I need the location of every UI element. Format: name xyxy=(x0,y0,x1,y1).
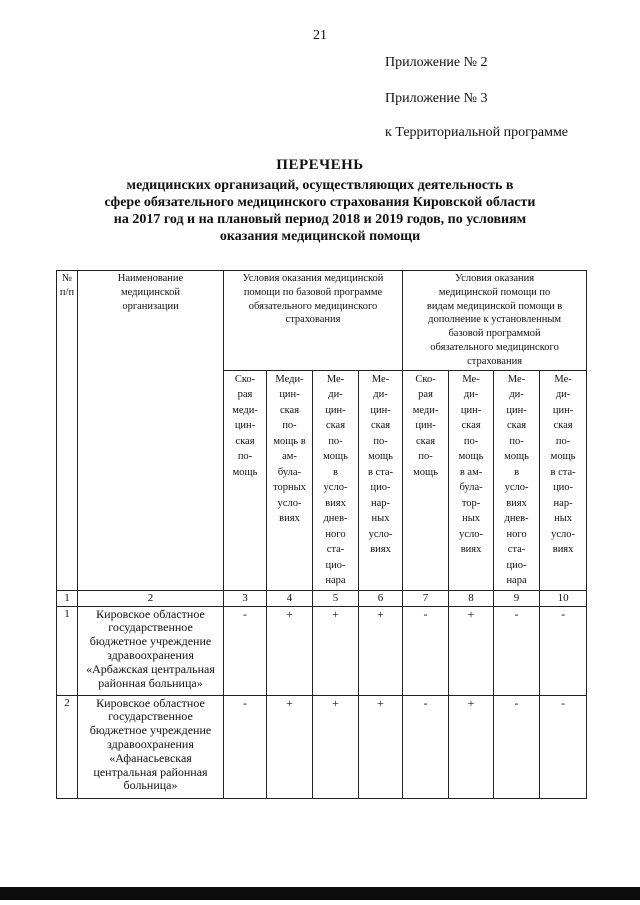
title-line: оказания медицинской помощи xyxy=(219,229,421,244)
scan-edge-bar xyxy=(0,887,640,900)
header-text-line: Ско- xyxy=(234,373,256,385)
title-heading: ПЕРЕЧЕНЬ xyxy=(276,157,364,173)
condition-mark: - xyxy=(224,695,267,798)
header-text-line: виях xyxy=(552,544,574,556)
header-text-line: мощь xyxy=(413,466,438,478)
header-text-line: ди- xyxy=(555,389,571,401)
header-text-line: виях xyxy=(506,497,527,509)
subcol-header xyxy=(224,370,267,590)
header-text-line: Ме- xyxy=(326,373,345,385)
header-text-line: ных xyxy=(371,513,390,525)
header-base-program xyxy=(224,271,403,371)
header-text-line: Ме- xyxy=(507,373,526,385)
header-text-line: ди- xyxy=(328,389,343,401)
header-text-line: виях xyxy=(325,497,346,509)
subcol-header xyxy=(494,370,540,590)
header-text-line: Условия оказания xyxy=(455,273,535,284)
header-text-line: Меди- xyxy=(275,373,304,385)
condition-mark: + xyxy=(449,695,494,798)
table-row xyxy=(57,695,587,798)
header-text-line: цин- xyxy=(506,404,527,416)
condition-mark: + xyxy=(313,695,359,798)
header-text-line: ста- xyxy=(507,544,526,556)
header-text-line: виях xyxy=(279,513,300,525)
header-text-line: мощь xyxy=(368,451,393,463)
header-text-line: по- xyxy=(418,451,433,463)
header-text-line: нара xyxy=(325,575,346,587)
header-text-line: нар- xyxy=(553,497,573,509)
header-text-line: ская xyxy=(235,435,255,447)
header-text-line: усло- xyxy=(459,528,483,540)
title-line: медицинских организаций, осуществляющих деятельность в xyxy=(126,178,514,193)
annex-line: к Территориальной программе xyxy=(385,125,569,140)
header-text-line: мощь в xyxy=(273,435,306,447)
header-text-line: Наименование xyxy=(117,273,184,284)
header-text-line: Условия оказания медицинской xyxy=(242,273,384,284)
title-line: на 2017 год и на плановый период 2018 и 2019 годов, по условиям xyxy=(113,212,527,227)
condition-mark: - xyxy=(403,606,449,695)
condition-mark: + xyxy=(449,606,494,695)
column-number: 4 xyxy=(267,590,313,606)
header-text-line: ста- xyxy=(326,544,345,556)
organizations-table xyxy=(56,270,587,799)
condition-mark: - xyxy=(224,606,267,695)
header-text-line: Ме- xyxy=(462,373,480,385)
header-text-line: ных xyxy=(462,513,481,525)
header-text-line: ам- xyxy=(282,451,297,463)
header-text-line: рая xyxy=(418,389,433,401)
subcol-header xyxy=(267,370,313,590)
header-text-line: п/п xyxy=(59,286,75,298)
header-text-line: в xyxy=(333,466,338,478)
header-text-line: цин- xyxy=(234,420,256,432)
header-text-line: ного xyxy=(325,528,346,540)
header-text-line: страхования xyxy=(285,314,341,326)
subcol-header xyxy=(403,370,449,590)
column-number-row xyxy=(57,590,587,606)
header-text-line: базовой программой xyxy=(448,328,541,340)
condition-mark: - xyxy=(494,606,540,695)
header-text-line: меди- xyxy=(412,404,439,416)
header-text-line: цин- xyxy=(279,389,300,401)
header-text-line: виях xyxy=(460,544,482,556)
header-text-line: усло- xyxy=(277,497,302,509)
condition-mark: - xyxy=(494,695,540,798)
condition-mark: - xyxy=(540,606,587,695)
header-text-line: була- xyxy=(277,466,302,478)
header-text-line: усло- xyxy=(368,528,393,540)
header-text-line: ская xyxy=(507,420,527,432)
header-text-line: цин- xyxy=(325,404,346,416)
header-text-line: усло- xyxy=(504,482,529,494)
header-text-line: була- xyxy=(459,482,483,494)
header-text-line: обязательного медицинского xyxy=(430,341,559,353)
header-text-line: цин- xyxy=(370,404,391,416)
header-text-line: цио- xyxy=(506,559,527,571)
header-text-line: днев- xyxy=(323,513,348,525)
condition-mark: + xyxy=(359,695,403,798)
header-text-line: видам медицинской помощи в xyxy=(426,300,563,312)
header-text-line: цин- xyxy=(460,404,482,416)
org-name: Кировское областное государственное бюджетное учреждение здравоохранения «Арбажская центральная районная больница» xyxy=(78,606,224,695)
header-text-line: по- xyxy=(509,435,524,447)
column-number: 8 xyxy=(449,590,494,606)
column-number: 9 xyxy=(494,590,540,606)
column-number: 6 xyxy=(359,590,403,606)
column-number: 2 xyxy=(78,590,224,606)
header-no xyxy=(57,271,78,591)
header-text-line: по- xyxy=(373,435,388,447)
header-text-line: рая xyxy=(237,389,253,401)
header-text-line: по- xyxy=(328,435,343,447)
header-text-line: цин- xyxy=(552,404,574,416)
header-text-line: ская xyxy=(553,420,573,432)
condition-mark: + xyxy=(313,606,359,695)
condition-mark: + xyxy=(359,606,403,695)
column-number: 7 xyxy=(403,590,449,606)
header-text-line: по- xyxy=(555,435,571,447)
header-text-line: организации xyxy=(122,300,179,312)
header-text-line: мощь xyxy=(504,451,529,463)
header-text-line: обязательного медицинского xyxy=(248,300,378,312)
header-extra-program xyxy=(403,271,587,371)
header-text-line: ская xyxy=(279,404,300,416)
header-text-line: Ско- xyxy=(415,373,436,385)
subcol-header xyxy=(359,370,403,590)
page-number: 21 xyxy=(313,28,327,43)
column-number: 5 xyxy=(313,590,359,606)
header-text-line: цио- xyxy=(553,482,574,494)
header-text-line: усло- xyxy=(551,528,576,540)
header-text-line: медицинской помощи по xyxy=(438,286,551,298)
condition-mark: - xyxy=(403,695,449,798)
subcol-header xyxy=(540,370,587,590)
header-text-line: дополнение к установленным xyxy=(428,314,562,326)
header-text-line: в ам- xyxy=(459,466,483,478)
header-text-line: меди- xyxy=(232,404,258,416)
row-number: 1 xyxy=(57,606,78,695)
header-text-line: нара xyxy=(506,575,527,587)
header-text-line: № xyxy=(61,273,73,284)
subcol-header xyxy=(313,370,359,590)
header-text-line: по- xyxy=(463,435,479,447)
header-text-line: усло- xyxy=(323,482,348,494)
header-text-line: Ме- xyxy=(371,373,390,385)
header-text-line: нар- xyxy=(371,497,391,509)
header-text-line: в ста- xyxy=(367,466,394,478)
header-text-line: ди- xyxy=(373,389,388,401)
header-text-line: тор- xyxy=(461,497,481,509)
header-row-groups xyxy=(57,271,587,371)
header-text-line: мощь xyxy=(458,451,484,463)
header-text-line: цио- xyxy=(370,482,391,494)
header-text-line: днев- xyxy=(504,513,529,525)
header-text-line: цио- xyxy=(325,559,346,571)
header-text-line: по- xyxy=(282,420,297,432)
org-name: Кировское областное государственное бюджетное учреждение здравоохранения «Афанасьевская центральная районная больница» xyxy=(78,695,224,798)
header-text-line: мощь xyxy=(323,451,348,463)
header-text-line: ская xyxy=(370,420,391,432)
header-org-name xyxy=(78,271,224,591)
table-row xyxy=(57,606,587,695)
annex-line: Приложение № 2 xyxy=(385,55,488,70)
header-text-line: ди- xyxy=(509,389,524,401)
row-number: 2 xyxy=(57,695,78,798)
condition-mark: + xyxy=(267,695,313,798)
subcol-header xyxy=(449,370,494,590)
header-text-line: ного xyxy=(506,528,527,540)
header-text-line: ская xyxy=(461,420,481,432)
header-text-line: Ме- xyxy=(554,373,572,385)
header-text-line: ская xyxy=(416,435,436,447)
header-text-line: в ста- xyxy=(550,466,576,478)
header-text-line: цин- xyxy=(415,420,436,432)
header-text-line: мощь xyxy=(550,451,576,463)
condition-mark: + xyxy=(267,606,313,695)
title-line: сфере обязательного медицинского страхования Кировской области xyxy=(104,195,536,210)
header-text-line: медицинской xyxy=(120,286,181,298)
header-text-line: помощи по базовой программе xyxy=(243,286,383,298)
header-text-line: торных xyxy=(273,482,306,494)
header-text-line: ных xyxy=(554,513,573,525)
header-text-line: ди- xyxy=(463,389,479,401)
header-text-line: страхования xyxy=(467,355,523,367)
header-text-line: по- xyxy=(237,451,253,463)
column-number: 10 xyxy=(540,590,587,606)
document-title xyxy=(60,157,580,245)
annex-line: Приложение № 3 xyxy=(385,91,488,106)
header-text-line: ская xyxy=(325,420,346,432)
header-text-line: мощь xyxy=(232,466,258,478)
header-text-line: в xyxy=(514,466,520,478)
header-text-line: виях xyxy=(370,544,391,556)
column-number: 1 xyxy=(57,590,78,606)
condition-mark: - xyxy=(540,695,587,798)
column-number: 3 xyxy=(224,590,267,606)
